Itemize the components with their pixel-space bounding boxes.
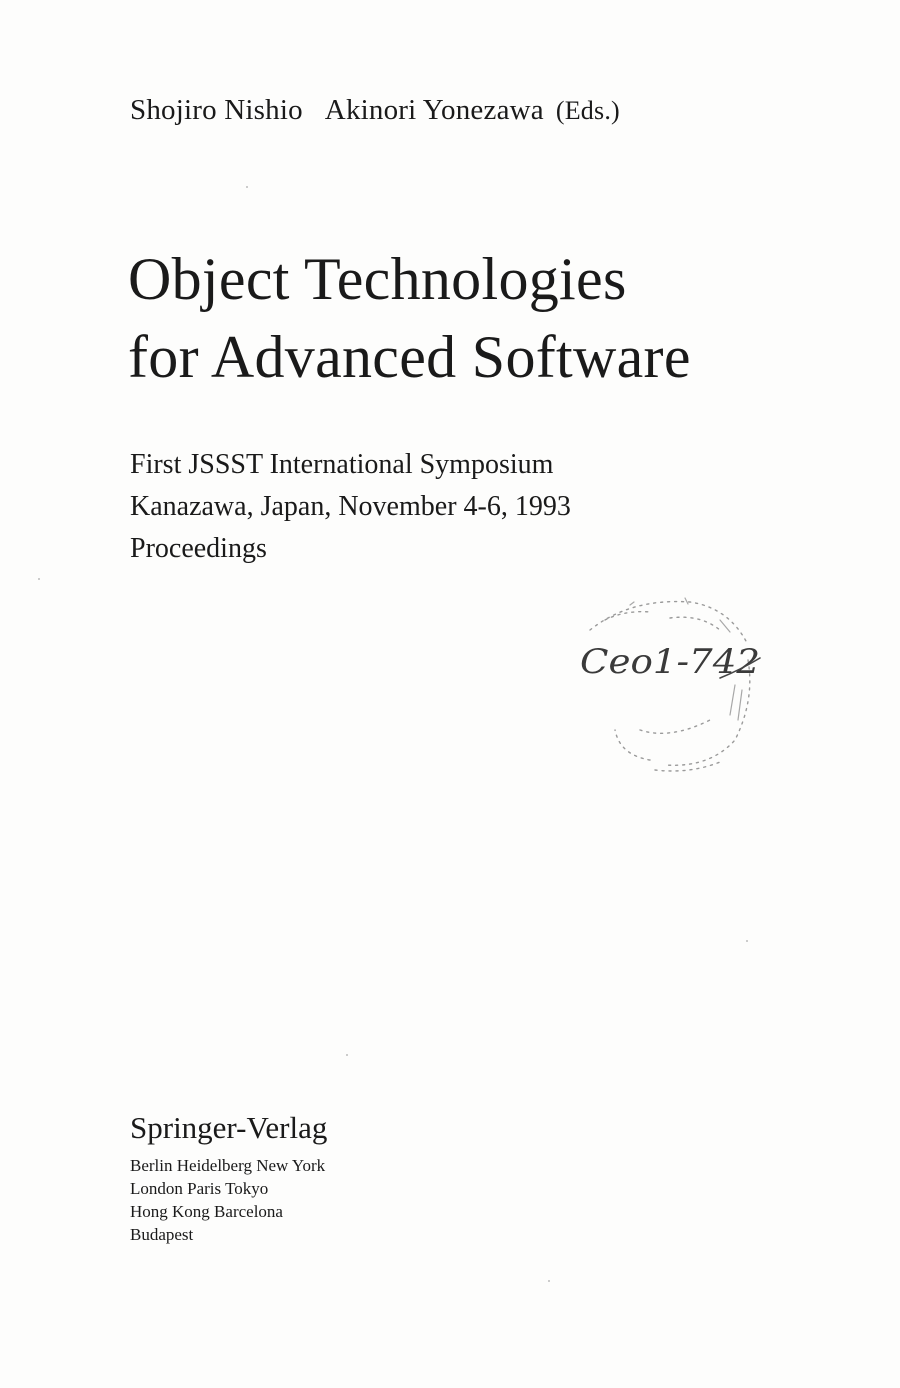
book-subtitle — [130, 444, 571, 570]
book-title — [128, 240, 691, 396]
stamp-handwriting: Ceo1-742 — [580, 642, 760, 682]
scan-speck — [746, 940, 748, 942]
editors-suffix: (Eds.) — [555, 96, 620, 125]
subtitle-line: First JSSST International Symposium — [130, 449, 554, 480]
city-line: Berlin Heidelberg New York — [130, 1156, 326, 1175]
scan-speck — [38, 578, 40, 580]
city-line: Hong Kong Barcelona — [130, 1202, 283, 1221]
book-title-line: Object Technologies — [128, 246, 627, 312]
editor-name: Akinori Yonezawa — [324, 94, 544, 126]
scan-speck — [548, 1280, 550, 1282]
editors-line — [130, 94, 620, 127]
scan-speck — [346, 1054, 348, 1056]
city-line: London Paris Tokyo — [130, 1179, 269, 1198]
editor-name: Shojiro Nishio — [130, 94, 303, 126]
book-title-line: for Advanced Software — [128, 324, 691, 390]
scan-speck — [246, 186, 248, 188]
library-stamp-icon — [570, 590, 770, 780]
city-line: Budapest — [130, 1225, 194, 1244]
subtitle-line: Kanazawa, Japan, November 4-6, 1993 — [130, 491, 571, 522]
publisher-block — [130, 1108, 327, 1246]
subtitle-line: Proceedings — [130, 533, 267, 564]
publisher-cities — [130, 1154, 327, 1246]
publisher-name: Springer-Verlag — [130, 1110, 328, 1145]
